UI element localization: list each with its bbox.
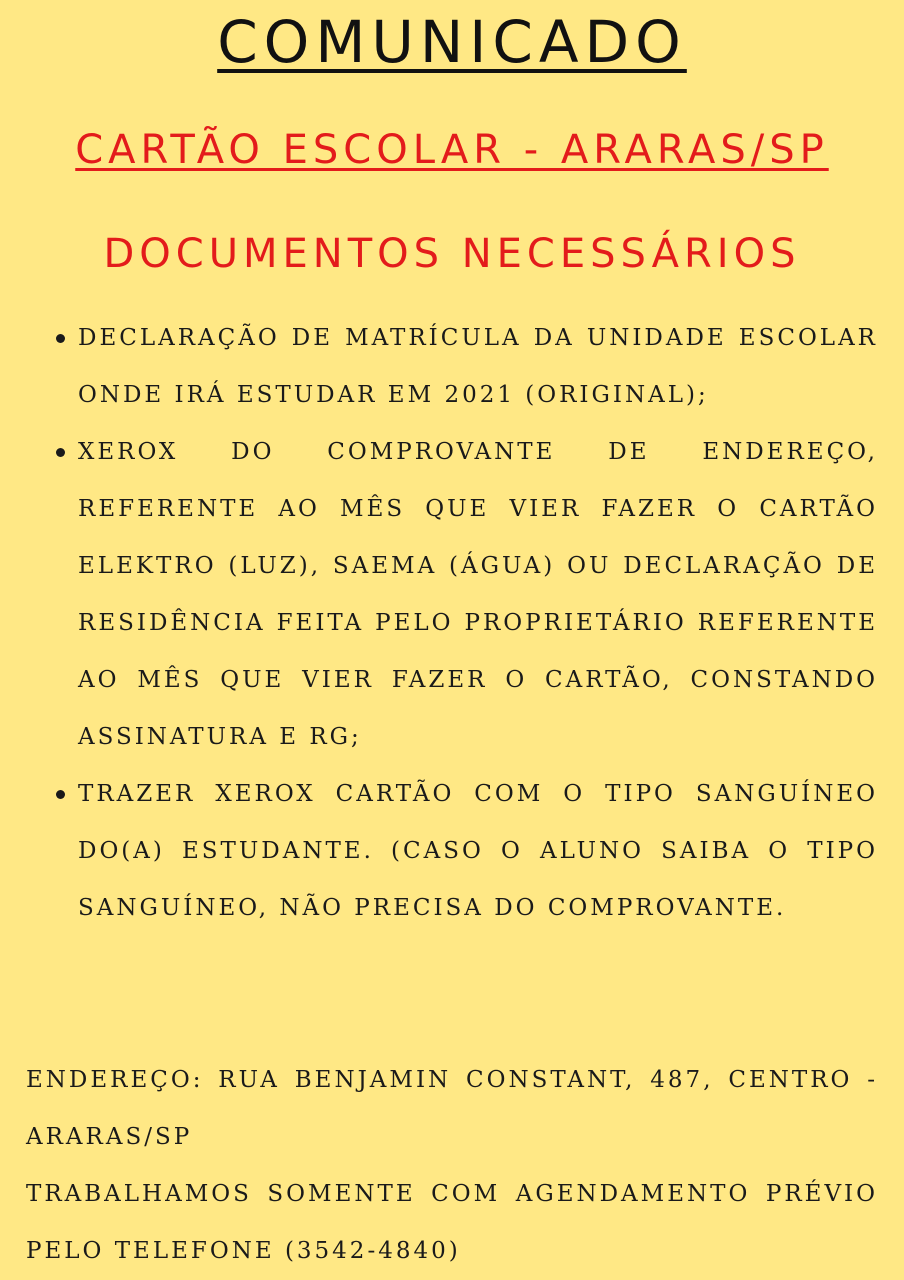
- list-item-text: XEROX DO COMPROVANTE DE ENDEREÇO, REFERENTE AO MÊS QUE VIER FAZER O CARTÃO ELEKTRO (LUZ), SAEMA (ÁGUA) OU DECLARAÇÃO DE RESIDÊNCIA FEITA PELO PROPRIETÁRIO REFERENTE AO MÊS QUE VIER FAZER O CARTÃO, CONSTANDO ASSINATURA E RG;: [78, 439, 878, 750]
- list-item-text: TRAZER XEROX CARTÃO COM O TIPO SANGUÍNEO DO(A) ESTUDANTE. (CASO O ALUNO SAIBA O TIPO SANGUÍNEO, NÃO PRECISA DO COMPROVANTE.: [78, 781, 878, 921]
- bullet-icon: [56, 334, 65, 343]
- footer-info: [26, 1052, 878, 1280]
- list-item: [78, 424, 878, 766]
- documents-list: [78, 310, 878, 937]
- address-text: ENDEREÇO: RUA BENJAMIN CONSTANT, 487, CENTRO - ARARAS/SP: [26, 1067, 878, 1150]
- bullet-icon: [56, 790, 65, 799]
- subtitle-cartao-escolar: CARTÃO ESCOLAR - ARARAS/SP: [75, 127, 829, 173]
- list-item: [78, 310, 878, 424]
- schedule-note: TRABALHAMOS SOMENTE COM AGENDAMENTO PRÉVIO PELO TELEFONE (3542-4840): [26, 1181, 878, 1264]
- list-item-text: DECLARAÇÃO DE MATRÍCULA DA UNIDADE ESCOLAR ONDE IRÁ ESTUDAR EM 2021 (ORIGINAL);: [78, 325, 878, 408]
- list-item: [78, 766, 878, 937]
- documents-heading: DOCUMENTOS NECESSÁRIOS: [103, 231, 801, 277]
- page-title: COMUNICADO: [217, 8, 687, 76]
- bullet-icon: [56, 448, 65, 457]
